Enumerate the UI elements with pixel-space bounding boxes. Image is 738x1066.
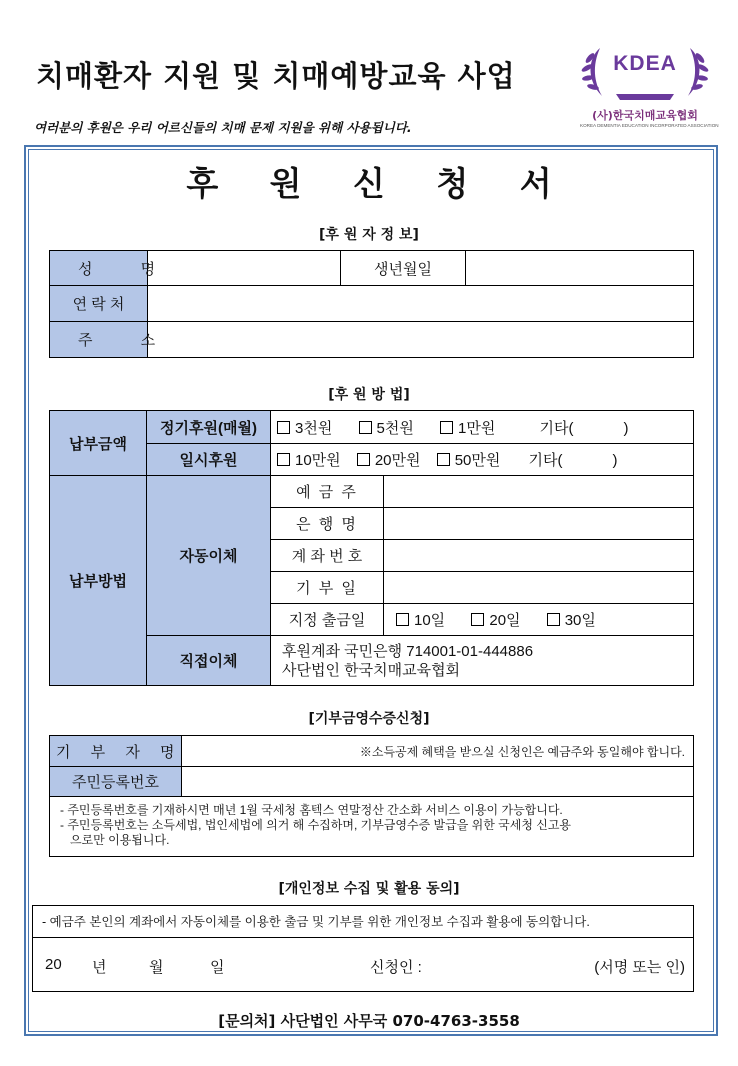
form-title: 후 원 신 청 서 — [186, 164, 572, 203]
subtitle: 여러분의 후원은 우리 어르신들의 치매 문제 지원을 위해 사용됩니다. — [34, 120, 412, 135]
donor-name-label: 기 부 자 명 — [50, 736, 182, 767]
regular-label: 정기후원(매월) — [147, 411, 271, 444]
checkbox[interactable] — [547, 613, 560, 626]
receipt-note-2: - 주민등록번호는 소득세법, 법인세법에 의거 해 수집하며, 기부금영수증 발급을 위한 국세청 신고용 — [60, 817, 572, 832]
logo-english-name: KOREA DEMENTIA EDUCATION INCORPORATED ASSOCIATION — [580, 123, 719, 128]
direct-transfer-info — [271, 636, 694, 686]
method-table — [49, 410, 694, 686]
onetime-option-2[interactable]: 20만원 — [357, 449, 421, 470]
regular-option-1[interactable]: 3천원 — [277, 417, 332, 438]
donor-name-input[interactable] — [182, 736, 694, 767]
withdraw-option-30[interactable]: 30일 — [547, 609, 596, 630]
donation-day-input[interactable] — [384, 572, 694, 604]
checkbox[interactable] — [359, 421, 372, 434]
onetime-option-1[interactable]: 10만원 — [277, 449, 341, 470]
receipt-section-title: [기부금영수증신청] — [308, 711, 430, 727]
withdraw-option-10[interactable]: 10일 — [396, 609, 445, 630]
checkbox[interactable] — [396, 613, 409, 626]
onetime-label: 일시후원 — [147, 444, 271, 476]
auto-transfer-label: 자동이체 — [147, 476, 271, 636]
bank-name-label: 은 행 명 — [271, 508, 384, 540]
consent-text: - 예금주 본인의 계좌에서 자동이체를 이용한 출금 및 기부를 위한 개인정보 수집과 활용에 동의합니다. — [33, 906, 693, 938]
address-input[interactable] — [148, 322, 694, 358]
kdea-logo — [580, 44, 719, 130]
withdraw-option-20[interactable]: 20일 — [471, 609, 520, 630]
month-label: 월 — [149, 959, 164, 976]
year-prefix: 20 — [45, 956, 62, 973]
direct-transfer-label: 직접이체 — [147, 636, 271, 686]
consent-box — [32, 905, 694, 992]
applicant-label: 신청인 : — [370, 959, 422, 976]
withdraw-day-label: 지정 출금일 — [271, 604, 384, 636]
regular-other[interactable]: 기타( ) — [539, 419, 629, 437]
name-label: 성 명 — [50, 251, 148, 286]
amount-label: 납부금액 — [50, 411, 147, 476]
resident-number-label: 주민등록번호 — [50, 767, 182, 797]
contact-info: [문의처] 사단법인 사무국 070-4763-3558 — [218, 1012, 520, 1030]
date-signature-row — [33, 938, 693, 993]
direct-account: 후원계좌 국민은행 714001-01-444886 — [282, 642, 534, 660]
year-label: 년 — [92, 959, 107, 976]
checkbox[interactable] — [357, 453, 370, 466]
onetime-options — [271, 444, 694, 476]
receipt-note-3: 으로만 이용됩니다. — [70, 832, 170, 847]
day-label: 일 — [210, 959, 225, 976]
logo-korean-name: (사)한국치매교육협회 — [592, 109, 698, 122]
regular-option-2[interactable]: 5천원 — [359, 417, 414, 438]
donor-info-table — [49, 250, 694, 358]
checkbox[interactable] — [277, 453, 290, 466]
checkbox[interactable] — [440, 421, 453, 434]
logo-text: KDEA — [613, 52, 677, 75]
receipt-table — [49, 735, 694, 857]
birth-input[interactable] — [466, 251, 694, 286]
consent-section-title: [개인정보 수집 및 활용 동의] — [278, 881, 460, 897]
donor-info-section-title: [후 원 자 정 보] — [319, 227, 419, 243]
withdraw-day-options — [384, 604, 694, 636]
regular-options — [271, 411, 694, 444]
resident-number-input[interactable] — [182, 767, 694, 797]
checkbox[interactable] — [437, 453, 450, 466]
main-title: 치매환자 지원 및 치매예방교육 사업 — [36, 59, 516, 93]
contact-input[interactable] — [148, 286, 694, 322]
bank-name-input[interactable] — [384, 508, 694, 540]
account-holder-label: 예 금 주 — [271, 476, 384, 508]
receipt-note-1: - 주민등록번호를 기재하시면 매년 1월 국세청 홈텍스 연말정산 간소화 서비스 이용이 가능합니다. — [60, 802, 563, 817]
contact-label: 연 락 처 — [50, 286, 148, 322]
signature-label: (서명 또는 인) — [594, 959, 685, 976]
checkbox[interactable] — [277, 421, 290, 434]
donor-name-note: ※소득공제 혜택을 받으실 신청인은 예금주와 동일해야 합니다. — [359, 744, 685, 759]
address-label: 주 소 — [50, 322, 148, 358]
method-section-title: [후 원 방 법] — [328, 387, 410, 403]
checkbox[interactable] — [471, 613, 484, 626]
direct-holder: 사단법인 한국치매교육협회 — [282, 661, 461, 679]
regular-option-3[interactable]: 1만원 — [440, 417, 495, 438]
onetime-option-3[interactable]: 50만원 — [437, 449, 501, 470]
account-number-input[interactable] — [384, 540, 694, 572]
account-number-label: 계 좌 번 호 — [271, 540, 384, 572]
account-holder-input[interactable] — [384, 476, 694, 508]
receipt-notes — [50, 797, 694, 857]
payment-label: 납부방법 — [50, 476, 147, 686]
birth-label: 생년월일 — [341, 251, 466, 286]
donation-day-label: 기 부 일 — [271, 572, 384, 604]
onetime-other[interactable]: 기타( ) — [528, 452, 618, 469]
